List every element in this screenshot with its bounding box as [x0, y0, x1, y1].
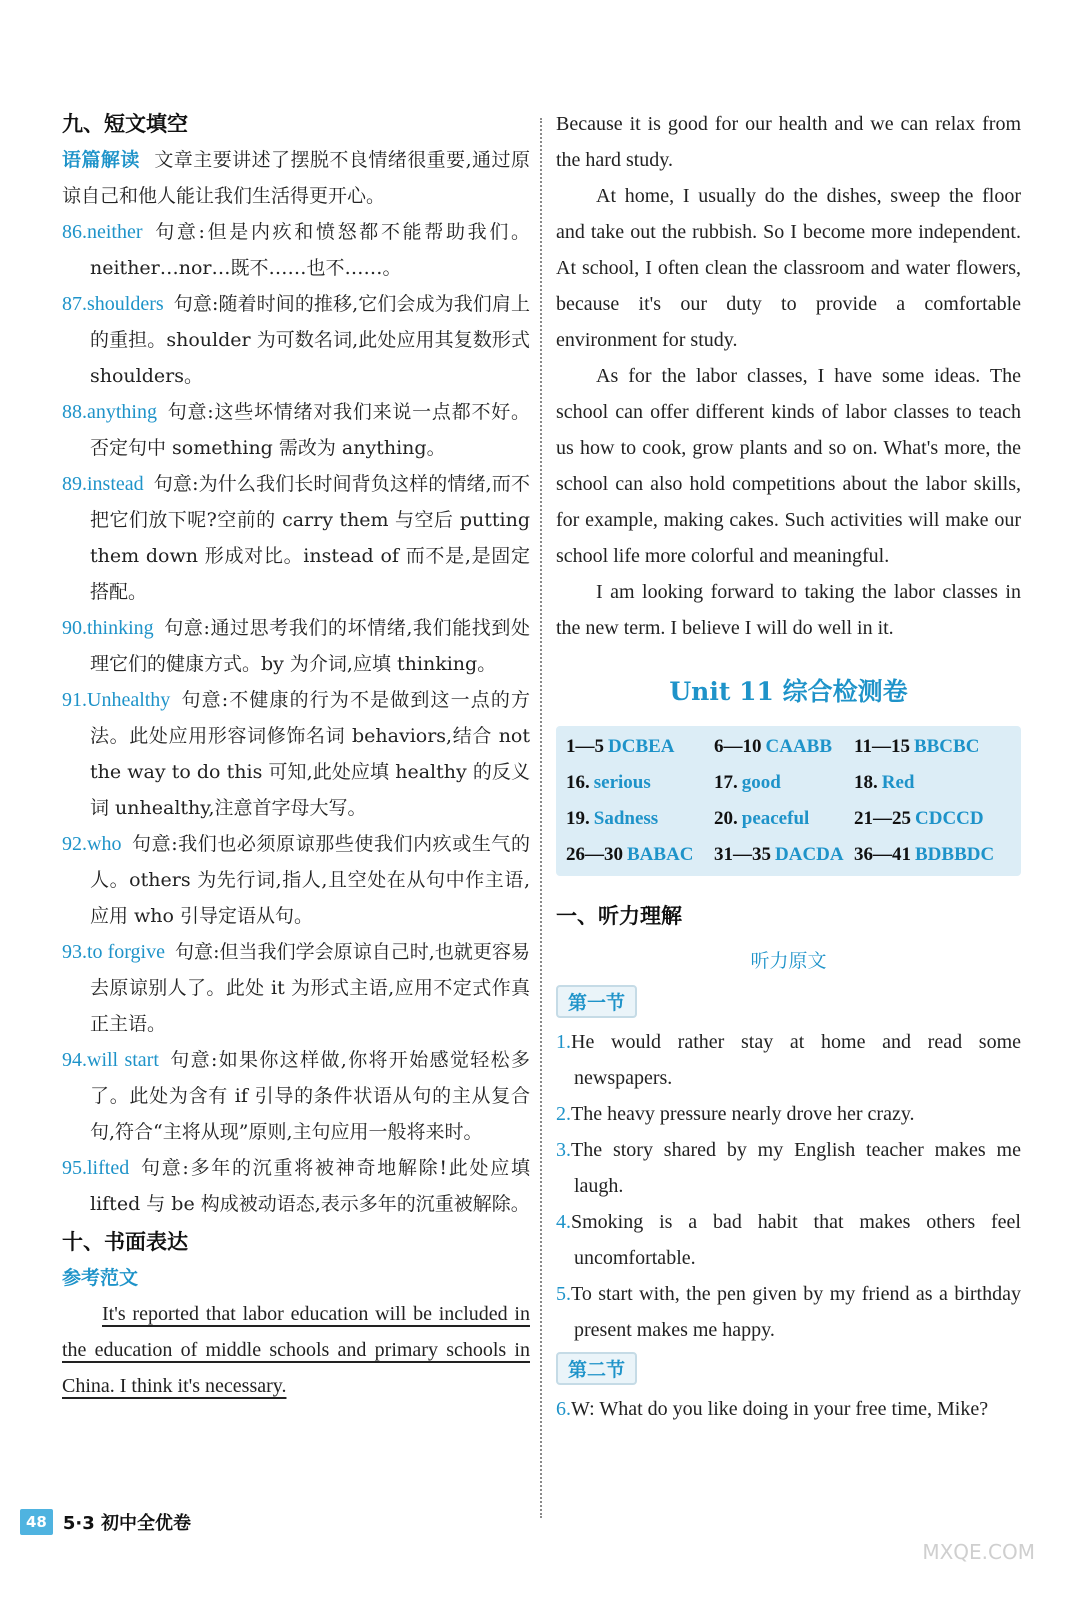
answer-explanations — [62, 214, 530, 1222]
answer-key-cell — [566, 804, 714, 834]
answer-key-cell — [566, 768, 714, 798]
answer-key-cell — [854, 840, 1004, 870]
page-footer — [20, 1507, 191, 1537]
section-9-title: 九、短文填空 — [62, 112, 188, 136]
listening-item — [556, 1132, 1021, 1204]
answer-key-value: Sadness — [593, 808, 659, 829]
answer-explanation: 句意:如果你这样做,你将开始感觉轻松多了。此处为含有 if 引导的条件状语从句的主从复合句,符合“主将从现”原则,主句应用一般将来时。 — [90, 1049, 530, 1143]
item-number: 4. — [556, 1211, 571, 1233]
answer-key-number: 17. — [714, 772, 738, 793]
answer-key-box — [556, 726, 1021, 876]
section-10-title: 十、书面表达 — [62, 1230, 188, 1254]
answer-key-value: DCBEA — [608, 736, 675, 757]
answer-entry — [62, 214, 530, 286]
answer-entry — [62, 466, 530, 610]
listening-item — [556, 1204, 1021, 1276]
listening-script-label: 听力原文 — [750, 950, 827, 972]
answer-explanation: 句意:随着时间的推移,它们会成为我们肩上的重担。shoulder 为可数名词,此处应用其复数形式 shoulders。 — [90, 293, 530, 387]
answer-key-number: 26—30 — [566, 844, 623, 865]
item-number: 2. — [556, 1103, 571, 1125]
answer-entry — [62, 286, 530, 394]
answer-entry — [62, 394, 530, 466]
item-number: 1. — [556, 1031, 571, 1053]
item-text: W: What do you like doing in your free time, Mike? — [571, 1398, 989, 1420]
answer-word: 92.who — [62, 833, 122, 855]
sample-essay-continued — [556, 106, 1021, 646]
answer-key-number: 16. — [566, 772, 590, 793]
answer-explanation: 句意:但当我们学会原谅自己时,也就更容易去原谅别人了。此处 it 为形式主语,应用不定式作真正主语。 — [90, 941, 530, 1035]
answer-explanation: 句意:多年的沉重将被神奇地解除!此处应填 lifted 与 be 构成被动语态,表示多年的沉重被解除。 — [90, 1157, 530, 1215]
answer-key-cell — [566, 840, 714, 870]
answer-key-cell — [854, 768, 1004, 798]
answer-key-value: BABAC — [627, 844, 694, 865]
answer-key-number: 11—15 — [854, 736, 910, 757]
answer-word: 90.thinking — [62, 617, 154, 639]
intro-paragraph — [62, 142, 530, 214]
answer-word: 86.neither — [62, 221, 143, 243]
answer-key-value: serious — [593, 772, 651, 793]
part-1-items — [556, 1024, 1021, 1348]
answer-entry — [62, 826, 530, 934]
intro-tag: 语篇解读 — [62, 149, 140, 171]
answer-key-number: 31—35 — [714, 844, 771, 865]
section-1-title: 一、听力理解 — [556, 904, 682, 928]
answer-entry — [62, 610, 530, 682]
item-text: Smoking is a bad habit that makes others feel uncomfortable. — [571, 1211, 1021, 1269]
part-2-items — [556, 1391, 1021, 1427]
answer-explanation: 句意:通过思考我们的坏情绪,我们能找到处理它们的健康方式。by 为介词,应填 thinking。 — [90, 617, 530, 675]
answer-key-number: 20. — [714, 808, 738, 829]
answer-explanation: 句意:但是内疚和愤怒都不能帮助我们。neither…nor…既不……也不……。 — [90, 221, 530, 279]
answer-word: 89.instead — [62, 473, 144, 495]
part-1-badge: 第一节 — [556, 985, 637, 1018]
answer-key-value: BBCBC — [913, 736, 980, 757]
item-number: 6. — [556, 1398, 571, 1420]
item-number: 3. — [556, 1139, 571, 1161]
answer-key-cell — [714, 732, 854, 762]
right-column — [556, 106, 1021, 1427]
answer-key-number: 21—25 — [854, 808, 911, 829]
essay-paragraph: As for the labor classes, I have some ideas. The school can offer different kinds of labor classes to teach us how to cook, grow plants and so on. What's more, the school can also hold competitions about the labor skills, for example, making cakes. Such activities will make our school life more colorful and meaningful. — [556, 365, 1021, 567]
column-divider — [540, 118, 542, 1518]
answer-key-value: BDBBDC — [915, 844, 995, 865]
intro-text: 文章主要讲述了摆脱不良情绪很重要,通过原谅自己和他人能让我们生活得更开心。 — [62, 149, 530, 207]
answer-key-cell — [714, 768, 854, 798]
answer-word: 88.anything — [62, 401, 157, 423]
item-text: The heavy pressure nearly drove her crazy. — [571, 1103, 915, 1125]
answer-key-number: 36—41 — [854, 844, 911, 865]
answer-explanation: 句意:为什么我们长时间背负这样的情绪,而不把它们放下呢?空前的 carry them 与空后 putting them down 形成对比。instead of 而不是,是固定搭配。 — [90, 473, 530, 603]
answer-explanation: 句意:不健康的行为不是做到这一点的方法。此处应用形容词修饰名词 behaviors,结合 not the way to do this 可知,此处应填 healthy 的反义词 unhealthy,注意首字母大写。 — [90, 689, 530, 819]
item-text: To start with, the pen given by my friend as a birthday present makes me happy. — [571, 1283, 1021, 1341]
answer-key-value: DACDA — [775, 844, 844, 865]
answer-key-value: good — [741, 772, 781, 793]
answer-word: 87.shoulders — [62, 293, 164, 315]
answer-entry — [62, 934, 530, 1042]
answer-explanation: 句意:我们也必须原谅那些使我们内疚或生气的人。others 为先行词,指人,且空处在从句中作主语,应用 who 引导定语从句。 — [90, 833, 530, 927]
answer-entry — [62, 1042, 530, 1150]
answer-key-number: 19. — [566, 808, 590, 829]
answer-key-value: CDCCD — [915, 808, 984, 829]
answer-key-value: peaceful — [741, 808, 810, 829]
listening-item — [556, 1276, 1021, 1348]
listening-item — [556, 1024, 1021, 1096]
part-2-badge: 第二节 — [556, 1352, 637, 1385]
answer-key-value: Red — [881, 772, 915, 793]
left-column — [62, 106, 530, 1404]
watermark: MXQE.COM — [922, 1540, 1035, 1564]
answer-key-number: 1—5 — [566, 736, 604, 757]
essay-paragraph: At home, I usually do the dishes, sweep the floor and take out the rubbish. So I become more independent. At school, I often clean the classroom and water flowers, because it's our duty to provide a comfortable environment for study. — [556, 185, 1021, 351]
answer-key-value: CAABB — [765, 736, 833, 757]
answer-entry — [62, 682, 530, 826]
page-number: 48 — [20, 1509, 53, 1535]
listening-item — [556, 1096, 1021, 1132]
answer-explanation: 句意:这些坏情绪对我们来说一点都不好。否定句中 something 需改为 anything。 — [90, 401, 530, 459]
sample-essay-start: It's reported that labor education will be included in the education of middle schools and primary schools in China. I think it's necessary. — [62, 1303, 530, 1397]
item-text: He would rather stay at home and read some newspapers. — [571, 1031, 1021, 1089]
book-name: 5·3 初中全优卷 — [62, 1513, 192, 1534]
answer-key-cell — [854, 804, 1004, 834]
essay-paragraph: I am looking forward to taking the labor classes in the new term. I believe I will do well in it. — [556, 581, 1021, 639]
answer-word: 94.will start — [62, 1049, 159, 1071]
answer-word: 93.to forgive — [62, 941, 165, 963]
sample-tag: 参考范文 — [62, 1267, 139, 1289]
answer-key-cell — [854, 732, 1004, 762]
listening-item — [556, 1391, 1021, 1427]
answer-key-number: 6—10 — [714, 736, 762, 757]
answer-key-cell — [566, 732, 714, 762]
answer-key-cell — [714, 840, 854, 870]
unit-title: Unit 11 综合检测卷 — [669, 677, 908, 706]
essay-paragraph: Because it is good for our health and we can relax from the hard study. — [556, 113, 1021, 171]
answer-word: 95.lifted — [62, 1157, 130, 1179]
item-number: 5. — [556, 1283, 571, 1305]
answer-key-cell — [714, 804, 854, 834]
answer-key-number: 18. — [854, 772, 878, 793]
answer-word: 91.Unhealthy — [62, 689, 171, 711]
item-text: The story shared by my English teacher makes me laugh. — [571, 1139, 1021, 1197]
answer-entry — [62, 1150, 530, 1222]
